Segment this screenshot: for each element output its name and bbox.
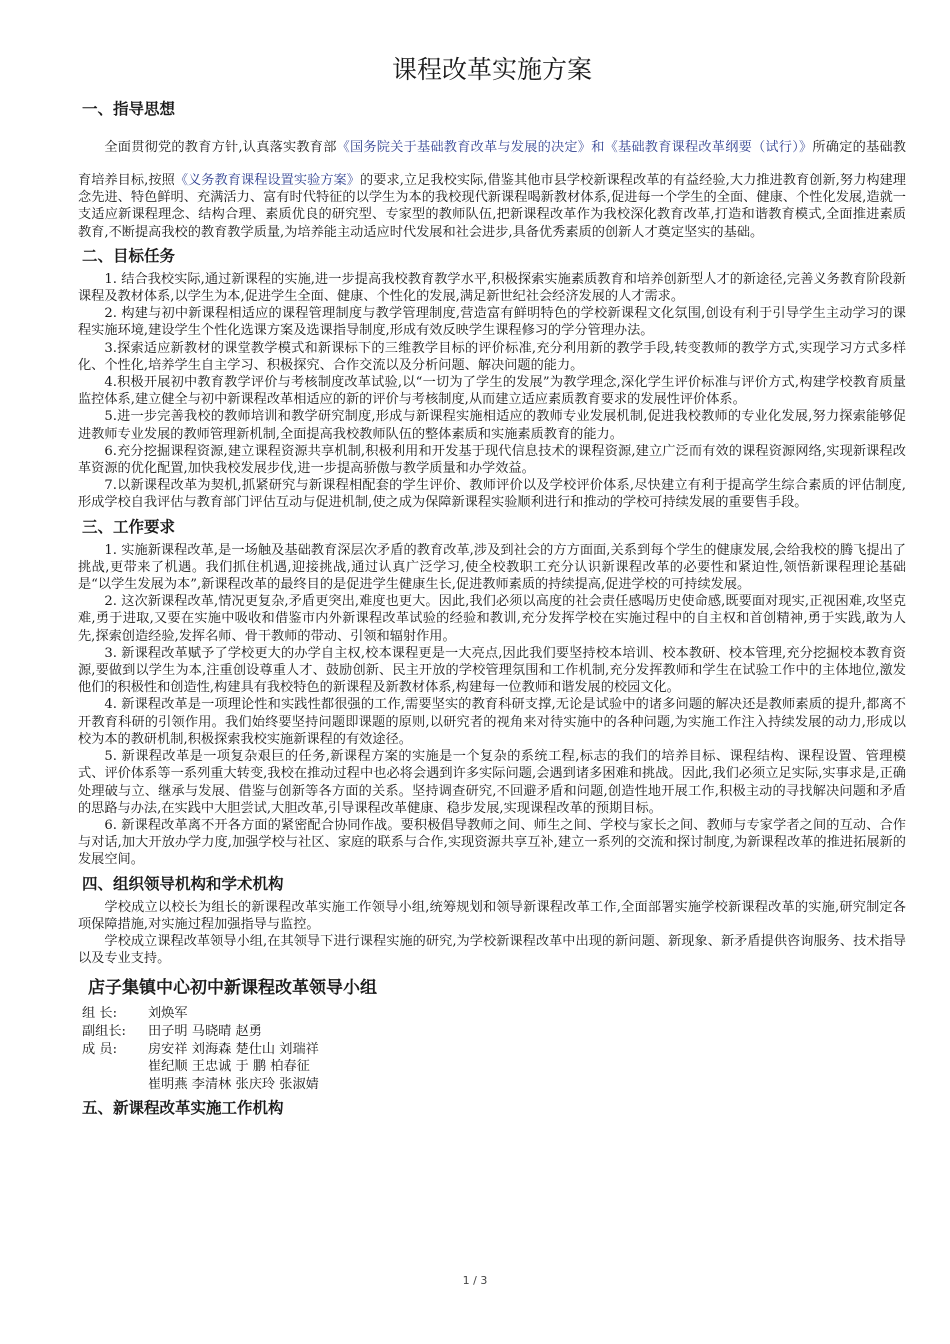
- page-number: 1 / 3: [462, 1274, 488, 1287]
- section-1-heading: 一、指导思想: [82, 100, 176, 118]
- policy-link[interactable]: 《国务院关于基础教育改革与发展的决定》和《基础教育课程改革纲要（试行）》: [336, 140, 813, 155]
- roster-leader-row: [82, 1005, 906, 1023]
- section-3-item: 6. 新课程改革离不开各方面的紧密配合协同作战。要积极倡导教师之间、师生之间、学校与家长之间、教师与专家学者之间的互动、合作与对话,加大开放办学力度,加强学校与社区、家庭的联系与合作,实现资源共享互补,建立一系列的交流和探讨制度,为新课程改革的推进拓展新的发展空间。: [78, 817, 906, 868]
- roster-members-row: [82, 1076, 906, 1094]
- roster-members-row: [82, 1041, 906, 1059]
- roster-members-row: [82, 1058, 906, 1076]
- section-4-paragraph: 学校成立以校长为组长的新课程改革实施工作领导小组,统筹规划和领导新课程改革工作,全面部署实施学校新课程改革的实施,研究制定各项保障措施,对实施过程加强指导与监控。: [78, 899, 906, 932]
- section-3-item: 5. 新课程改革是一项复杂艰巨的任务,新课程方案的实施是一个复杂的系统工程,标志的我们的培养目标、课程结构、课程设置、管理模式、评价体系等一系列重大转变,我校在推动过程中也必将会遇到许多实际问题,会遇到诸多困难和挑战。因此,我们必须立足实际,实事求是,正确处理破与立、继承与发展、借鉴与创新等各方面的关系。坚持调查研究,不回避矛盾和问题,创造性地开展工作,积极主动的寻找解决问题和矛盾的思路与办法,在实践中大胆尝试,大胆改革,引导课程改革健康、稳步发展,实现课程改革的预期目标。: [78, 749, 906, 816]
- section-4-heading: 四、组织领导机构和学术机构: [82, 874, 284, 893]
- section-2-item: 6.充分挖掘课程资源,建立课程资源共享机制,积极利用和开发基于现代信息技术的课程资源,建立广泛而有效的课程资源网络,实现新课程改革资源的优化配置,加快我校发展步伐,进一步提高骄傲与教学质量和办学效益。: [78, 443, 906, 477]
- section-3-heading: 三、工作要求: [82, 517, 176, 536]
- roster-names: 田子明 马晓晴 赵勇: [148, 1023, 262, 1039]
- section-2-item: 3.探索适应新教材的课堂教学模式和新课标下的三维教学目标的评价标准,充分利用新的教学手段,转变教师的教学方式,实现学习方式多样化、个性化,培养学生自主学习、积极探究、合作交流以及分析问题、解决问题的能力。: [78, 340, 906, 373]
- section-2-item: 4.积极开展初中教育教学评价与考核制度改革试验,以“一切为了学生的发展”为教学理念,深化学生评价标准与评价方式,构建学校教育质量监控体系,建立健全与初中新课程改革相适应的新的评价与考核制度,从而建立适应素质教育要求的发展性评价体系。: [78, 375, 906, 408]
- roster-vice-row: [82, 1023, 906, 1041]
- document-title: 课程改革实施方案: [391, 55, 592, 84]
- roster-label: 副组长:: [82, 1023, 127, 1039]
- section-5-heading: 五、新课程改革实施工作机构: [82, 1099, 284, 1118]
- section-2-item: 1. 结合我校实际,通过新课程的实施,进一步提高我校教育教学水平,积极探索实施素质教育和培养创新型人才的新途径,完善义务教育阶段新课程及教材体系,以学生为本,促进学生全面、健康、个性化的发展,满足新世纪社会经济发展的人才需求。: [78, 271, 906, 305]
- roster-label: 成 员:: [82, 1041, 118, 1057]
- section-3-item: 2. 这次新课程改革,情况更复杂,矛盾更突出,难度也更大。因此,我们必须以高度的社会责任感喝历史使命感,既要面对现实,正视困难,攻坚克难,勇于进取,又要在实施中吸收和借鉴市内外新课程改革试验的经验和教训,充分发挥学校在实施过程中的自主权和首创精神,勇于实践,敢为人先,探索创造经验,发挥名师、骨干教师的带动、引领和辐射作用。: [78, 594, 906, 644]
- section-1-paragraph: 全面贯彻党的教育方针,认真落实教育部《国务院关于基础教育改革与发展的决定》和《基础教育课程改革纲要（试行）》所确定的基础教育培养目标,按照《义务教育课程设置实验方案》的要求,立足我校实际,借鉴其他市县学校新课程改革的有益经验,大力推进教育创新,努力构建理念先进、特色鲜明、充满活力、富有时代特征的以学生为本的我校现代新课程喝新教材体系,促进每一个学生的全面、健康、个性化发展,造就一支适应新课程理念、结构合理、素质优良的研究型、专家型的教师队伍,把新课程改革作为我校深化教育改革,打造和谐教育模式,全面推进素质教育,不断提高我校的教育教学质量,为培养能主动适应时代发展和社会进步,具备优秀素质的创新人才奠定坚实的基础。: [78, 140, 906, 240]
- plan-link[interactable]: 《义务教育课程设置实验方案》: [174, 173, 361, 188]
- section-4-paragraph: 学校成立课程改革领导小组,在其领导下进行课程实施的研究,为学校新课程改革中出现的新问题、新现象、新矛盾提供咨询服务、技术指导以及专业支持。: [78, 933, 906, 967]
- roster-label: 组 长:: [82, 1006, 118, 1022]
- roster-names: 房安祥 刘海森 楚仕山 刘瑞祥: [148, 1041, 319, 1057]
- section-2-heading: 二、目标任务: [82, 246, 176, 265]
- roster-names: 刘焕军: [148, 1006, 188, 1022]
- roster-names: 崔纪顺 王忠诚 于 鹏 柏春征: [148, 1059, 310, 1075]
- section-3-item: 3. 新课程改革赋予了学校更大的办学自主权,校本课程更是一大亮点,因此我们要坚持校本培训、校本教研、校本管理,充分挖掘校本教育资源,要做到以学生为本,注重创设尊重人才、鼓励创新、民主开放的学校管理氛围和工作机制,充分发挥教师和学生在试验工作中的主体地位,激发他们的积极性和创造性,构建具有我校特色的新课程及新教材体系,构建每一位教师和谐发展的校园文化。: [78, 645, 906, 696]
- document-page: [78, 52, 906, 1123]
- section-3-item: 1. 实施新课程改革,是一场触及基础教育深层次矛盾的教育改革,涉及到社会的方方面面,关系到每个学生的健康发展,会给我校的腾飞提出了挑战,更带来了机遇。我们抓住机遇,迎接挑战,通过认真广泛学习,使全校教职工充分认识新课程改革的必要性和紧迫性,领悟新课程理论基础是“以学生发展为本”,新课程改革的最终目的是促进学生健康生长,促进教师素质的持续提高,促进学校的可持续发展。: [78, 542, 906, 593]
- section-2-item: 2. 构建与初中新课程相适应的课程管理制度与教学管理制度,营造富有鲜明特色的学校新课程文化氛围,创设有利于引导学生主动学习的课程实施环境,建设学生个性化选课方案及选课指导制度,形成有效反映学生课程修习的学分管理办法。: [78, 306, 906, 339]
- section-2-item: 7.以新课程改革为契机,抓紧研究与新课程相配套的学生评价、教师评价以及学校评价体系,尽快建立有利于提高学生综合素质的评估制度,形成学校自我评估与教育部门评估互动与促进机制,使之成为保障新课程实验顺利进行和推动的学校可持续发展的重要售手段。: [78, 478, 906, 511]
- group-roster: [82, 1005, 906, 1093]
- group-title: 店子集镇中心初中新课程改革领导小组: [88, 978, 377, 999]
- section-3-item: 4. 新课程改革是一项理论性和实践性都很强的工作,需要坚实的教育科研支撑,无论是试验中的诸多问题的解决还是教师素质的提升,都离不开教育科研的引领作用。我们始终要坚持问题即课题的原则,以研究者的视角来对待实施中的各种问题,为实施工作注入持续发展的动力,形成以校为本的教研机制,积极探索我校实施新课程的有效途径。: [78, 697, 906, 747]
- roster-names: 崔明燕 李清林 张庆玲 张淑婧: [148, 1076, 319, 1092]
- section-2-item: 5.进一步完善我校的教师培训和教学研究制度,形成与新课程实施相适应的教师专业发展机制,促进我校教师的专业化发展,努力探索能够促进教师专业发展的教师管理新机制,全面提高我校教师队伍的整体素质和实施素质教育的能力。: [78, 409, 906, 442]
